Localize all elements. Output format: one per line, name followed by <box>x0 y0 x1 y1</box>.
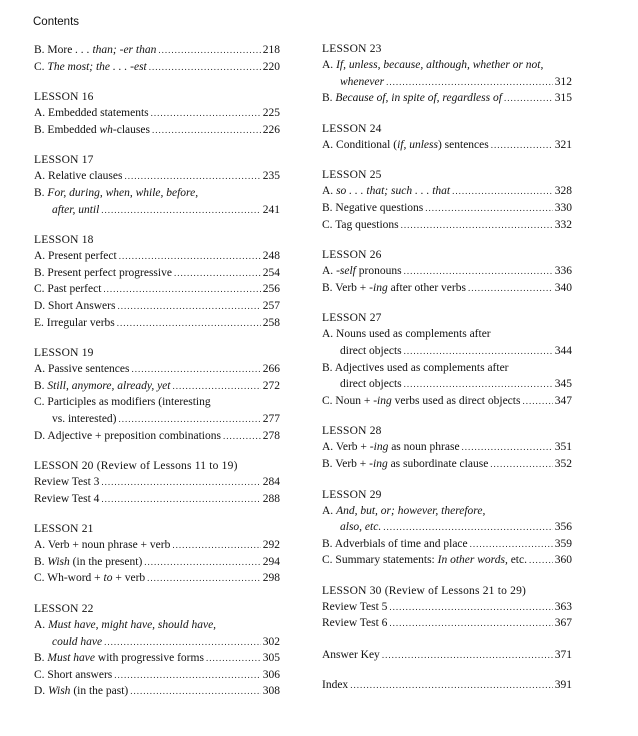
page-number: 356 <box>554 521 572 534</box>
entry-text: Review Test 3 <box>34 476 100 489</box>
lesson-title: LESSON 17 <box>34 154 94 167</box>
page-number: 257 <box>262 299 280 312</box>
toc-lesson <box>322 677 572 694</box>
page-number: 347 <box>554 394 572 407</box>
dot-leader <box>470 536 553 553</box>
lesson-title: LESSON 19 <box>34 347 94 360</box>
page-number: 336 <box>554 265 572 278</box>
toc-entry[interactable] <box>34 570 280 587</box>
toc-left-column <box>34 42 280 700</box>
toc-entry[interactable] <box>34 428 280 445</box>
toc-entry[interactable] <box>34 650 280 667</box>
entry-text: C. Past perfect <box>34 283 102 296</box>
dot-leader <box>158 42 260 59</box>
dot-leader <box>117 298 260 315</box>
dot-leader <box>172 537 260 554</box>
page-header: Contents <box>33 16 80 28</box>
entry-text: C. Wh-word + to + verb <box>34 572 146 585</box>
dot-leader <box>468 280 553 297</box>
dot-leader <box>151 105 261 122</box>
entry-text: B. Negative questions <box>322 201 424 214</box>
toc-entry[interactable] <box>322 439 572 456</box>
entry-text: after, until <box>52 203 100 216</box>
page-number: 367 <box>554 617 572 630</box>
page-number: 345 <box>554 378 572 391</box>
lesson-title: LESSON 18 <box>34 234 94 247</box>
toc-entry[interactable] <box>34 491 280 508</box>
page-number: 340 <box>554 281 572 294</box>
toc-entry[interactable] <box>322 280 572 297</box>
entry-text: B. Because of, in spite of, regardless of <box>322 92 502 105</box>
toc-lesson <box>322 584 572 632</box>
entry-text: B. Verb + -ing after other verbs <box>322 281 466 294</box>
page-number: 288 <box>262 492 280 505</box>
dot-leader <box>350 677 553 694</box>
entry-text: direct objects <box>340 344 402 357</box>
page-number: 254 <box>262 266 280 279</box>
toc-entry[interactable] <box>34 59 280 76</box>
entry-text: direct objects <box>340 378 402 391</box>
page-number: 226 <box>262 123 280 136</box>
toc-entry[interactable] <box>322 263 572 280</box>
dot-leader <box>401 217 553 234</box>
toc-lesson <box>34 522 280 587</box>
toc-entry[interactable] <box>322 599 572 616</box>
toc-entry[interactable] <box>322 90 572 107</box>
toc-lesson <box>322 424 572 472</box>
toc-lesson <box>322 122 572 154</box>
page-number: 218 <box>262 44 280 56</box>
entry-text: B. More . . . than; -er than <box>34 44 157 56</box>
page-number: 258 <box>262 316 280 329</box>
lesson-title: LESSON 21 <box>34 523 94 536</box>
toc-entry[interactable] <box>322 536 572 553</box>
dot-leader <box>124 168 260 185</box>
toc-lesson <box>34 233 280 331</box>
page-number: 305 <box>262 652 280 665</box>
page-number: 371 <box>554 649 572 662</box>
entry-text: A. -self pronouns <box>322 265 402 278</box>
toc-entry[interactable] <box>34 537 280 554</box>
dot-leader <box>130 683 261 700</box>
entry-text: C. The most; the . . . -est <box>34 60 147 73</box>
toc-lesson <box>34 90 280 138</box>
entry-text: B. Verb + -ing as subordinate clause <box>322 457 489 470</box>
dot-leader <box>504 90 553 107</box>
page-number: 292 <box>262 539 280 552</box>
entry-text: C. Participles as modifiers (interesting <box>34 396 211 409</box>
dot-leader <box>452 183 553 200</box>
toc-entry[interactable] <box>34 394 280 427</box>
dot-leader <box>119 411 261 428</box>
toc-entry[interactable] <box>34 554 280 571</box>
toc-entry[interactable] <box>34 265 280 282</box>
entry-text: A. Embedded statements <box>34 107 149 120</box>
lesson-title: LESSON 26 <box>322 249 382 262</box>
page-number: 248 <box>262 250 280 263</box>
dot-leader <box>425 200 553 217</box>
page-number: 235 <box>262 170 280 183</box>
toc-entry[interactable] <box>34 315 280 332</box>
dot-leader <box>386 74 553 91</box>
toc-lesson <box>34 602 280 700</box>
dot-leader <box>101 202 260 219</box>
page-number: 312 <box>554 75 572 88</box>
toc-lesson <box>322 168 572 233</box>
entry-text: A. And, but, or; however, therefore, <box>322 504 486 517</box>
page-number: 321 <box>554 138 572 151</box>
toc-entry[interactable] <box>322 200 572 217</box>
entry-text: A. Present perfect <box>34 250 117 263</box>
entry-text: B. Adverbials of time and place <box>322 537 468 550</box>
dot-leader <box>404 376 553 393</box>
toc-entry[interactable] <box>322 217 572 234</box>
entry-text: Review Test 5 <box>322 600 388 613</box>
entry-text: A. Must have, might have, should have, <box>34 619 217 632</box>
entry-text: A. If, unless, because, although, whether or not, <box>322 59 544 71</box>
toc-entry[interactable] <box>34 298 280 315</box>
toc-entry[interactable] <box>322 137 572 154</box>
lesson-title: LESSON 27 <box>322 312 382 325</box>
page-number: 315 <box>554 92 572 105</box>
entry-text: Answer Key <box>322 649 380 662</box>
toc-entry[interactable] <box>34 474 280 491</box>
entry-text: A. Passive sentences <box>34 363 130 376</box>
lesson-title: LESSON 30 (Review of Lessons 21 to 29) <box>322 584 527 597</box>
page-number: 351 <box>554 441 572 454</box>
entry-text: A. Verb + noun phrase + verb <box>34 539 171 552</box>
page-number: 241 <box>262 203 280 216</box>
entry-text: C. Noun + -ing verbs used as direct objects <box>322 394 521 407</box>
page-number: 298 <box>262 572 280 585</box>
entry-text: E. Irregular verbs <box>34 316 115 329</box>
entry-text: D. Adjective + preposition combinations <box>34 429 221 442</box>
page-number: 344 <box>554 344 572 357</box>
dot-leader <box>389 599 552 616</box>
entry-text: B. Must have with progressive forms <box>34 652 204 665</box>
toc-lesson <box>34 459 280 507</box>
toc-lesson <box>322 311 572 409</box>
toc-lesson <box>34 153 280 218</box>
dot-leader <box>119 248 261 265</box>
dot-leader <box>404 343 553 360</box>
toc-entry[interactable] <box>322 456 572 473</box>
dot-leader <box>114 667 260 684</box>
dot-leader <box>104 634 261 651</box>
entry-text: C. Summary statements: In other words, etc. <box>322 554 527 567</box>
entry-text: B. For, during, when, while, before, <box>34 186 199 199</box>
page-number: 332 <box>554 218 572 231</box>
page-number: 266 <box>262 363 280 376</box>
lesson-title: LESSON 16 <box>34 91 94 104</box>
entry-text: Review Test 4 <box>34 492 100 505</box>
page-number: 359 <box>554 537 572 550</box>
entry-text: A. Relative clauses <box>34 170 123 183</box>
toc-entry[interactable] <box>34 105 280 122</box>
page-number: 308 <box>262 685 280 698</box>
toc-entry[interactable] <box>34 667 280 684</box>
lesson-title: LESSON 28 <box>322 425 382 438</box>
toc-entry[interactable] <box>34 248 280 265</box>
toc-lesson <box>34 42 280 75</box>
page-number: 256 <box>262 283 280 296</box>
toc-lesson <box>322 488 572 569</box>
page-number: 302 <box>262 635 280 648</box>
dot-leader <box>206 650 261 667</box>
dot-leader <box>383 519 553 536</box>
toc-entry[interactable] <box>322 647 572 664</box>
page-number: 306 <box>262 668 280 681</box>
toc-entry[interactable] <box>34 122 280 139</box>
page-number: 278 <box>262 429 280 442</box>
page-number: 220 <box>262 60 280 73</box>
toc-entry[interactable] <box>34 361 280 378</box>
dot-leader <box>103 281 260 298</box>
entry-text: whenever <box>340 75 385 88</box>
dot-leader <box>491 137 553 154</box>
page-number: 272 <box>262 379 280 392</box>
dot-leader <box>529 552 553 569</box>
dot-leader <box>490 456 552 473</box>
entry-text: B. Embedded wh-clauses <box>34 123 150 136</box>
toc-lesson <box>322 42 572 107</box>
dot-leader <box>147 570 261 587</box>
page-number: 352 <box>554 457 572 470</box>
toc-entry[interactable] <box>34 617 280 650</box>
dot-leader <box>173 378 261 395</box>
entry-text: Index <box>322 678 349 691</box>
dot-leader <box>101 491 260 508</box>
dot-leader <box>462 439 553 456</box>
toc-entry[interactable] <box>322 393 572 410</box>
entry-text: A. Conditional (if, unless) sentences <box>322 138 489 151</box>
dot-leader <box>101 474 260 491</box>
page-number: 294 <box>262 555 280 568</box>
page-number: 360 <box>554 554 572 567</box>
entry-text: Review Test 6 <box>322 617 388 630</box>
dot-leader <box>223 428 261 445</box>
dot-leader <box>404 263 553 280</box>
toc-lesson <box>322 647 572 664</box>
toc-entry[interactable] <box>322 552 572 569</box>
page-number: 328 <box>554 185 572 198</box>
lesson-title: LESSON 29 <box>322 488 382 501</box>
dot-leader <box>389 615 552 632</box>
toc-entry[interactable] <box>34 378 280 395</box>
entry-text: B. Wish (in the present) <box>34 555 143 568</box>
page-number: 284 <box>262 476 280 489</box>
entry-text: also, etc. <box>340 521 382 534</box>
toc-entry[interactable] <box>322 503 572 536</box>
entry-text: B. Still, anymore, already, yet <box>34 379 171 392</box>
page-number: 363 <box>554 600 572 613</box>
toc-lesson <box>34 346 280 444</box>
page-number: 277 <box>262 412 280 425</box>
entry-text: vs. interested) <box>52 412 117 425</box>
dot-leader <box>132 361 261 378</box>
toc-entry[interactable] <box>34 185 280 218</box>
toc-entry[interactable] <box>34 683 280 700</box>
toc-entry[interactable] <box>322 360 572 393</box>
dot-leader <box>174 265 261 282</box>
entry-text: could have <box>52 635 103 648</box>
toc-entry[interactable] <box>322 615 572 632</box>
dot-leader <box>144 554 260 571</box>
toc-entry[interactable] <box>322 183 572 200</box>
entry-text: A. so . . . that; such . . . that <box>322 185 451 198</box>
toc-entry[interactable] <box>322 57 572 90</box>
lesson-title: LESSON 24 <box>322 122 382 135</box>
entry-text: C. Short answers <box>34 668 113 681</box>
entry-text: D. Wish (in the past) <box>34 685 129 698</box>
entry-text: D. Short Answers <box>34 299 116 312</box>
toc-entry[interactable] <box>322 326 572 359</box>
lesson-title: LESSON 20 (Review of Lessons 11 to 19) <box>34 460 238 473</box>
toc-entry[interactable] <box>322 677 572 694</box>
dot-leader <box>152 122 261 139</box>
entry-text: C. Tag questions <box>322 218 399 231</box>
lesson-title: LESSON 22 <box>34 603 94 616</box>
page-number: 225 <box>262 107 280 120</box>
toc-lesson <box>322 248 572 296</box>
toc-entry[interactable] <box>34 42 280 59</box>
entry-text: B. Present perfect progressive <box>34 266 172 279</box>
entry-text: A. Nouns used as complements after <box>322 328 491 341</box>
entry-text: A. Verb + -ing as noun phrase <box>322 441 460 454</box>
dot-leader <box>117 315 261 332</box>
lesson-title: LESSON 23 <box>322 43 382 55</box>
lesson-title: LESSON 25 <box>322 169 382 182</box>
dot-leader <box>522 393 552 410</box>
entry-text: B. Adjectives used as complements after <box>322 361 509 374</box>
page-number: 330 <box>554 201 572 214</box>
page-number: 391 <box>554 678 572 691</box>
dot-leader <box>149 59 261 76</box>
toc-right-column <box>322 42 572 693</box>
dot-leader <box>382 647 553 664</box>
toc-entry[interactable] <box>34 281 280 298</box>
toc-entry[interactable] <box>34 168 280 185</box>
